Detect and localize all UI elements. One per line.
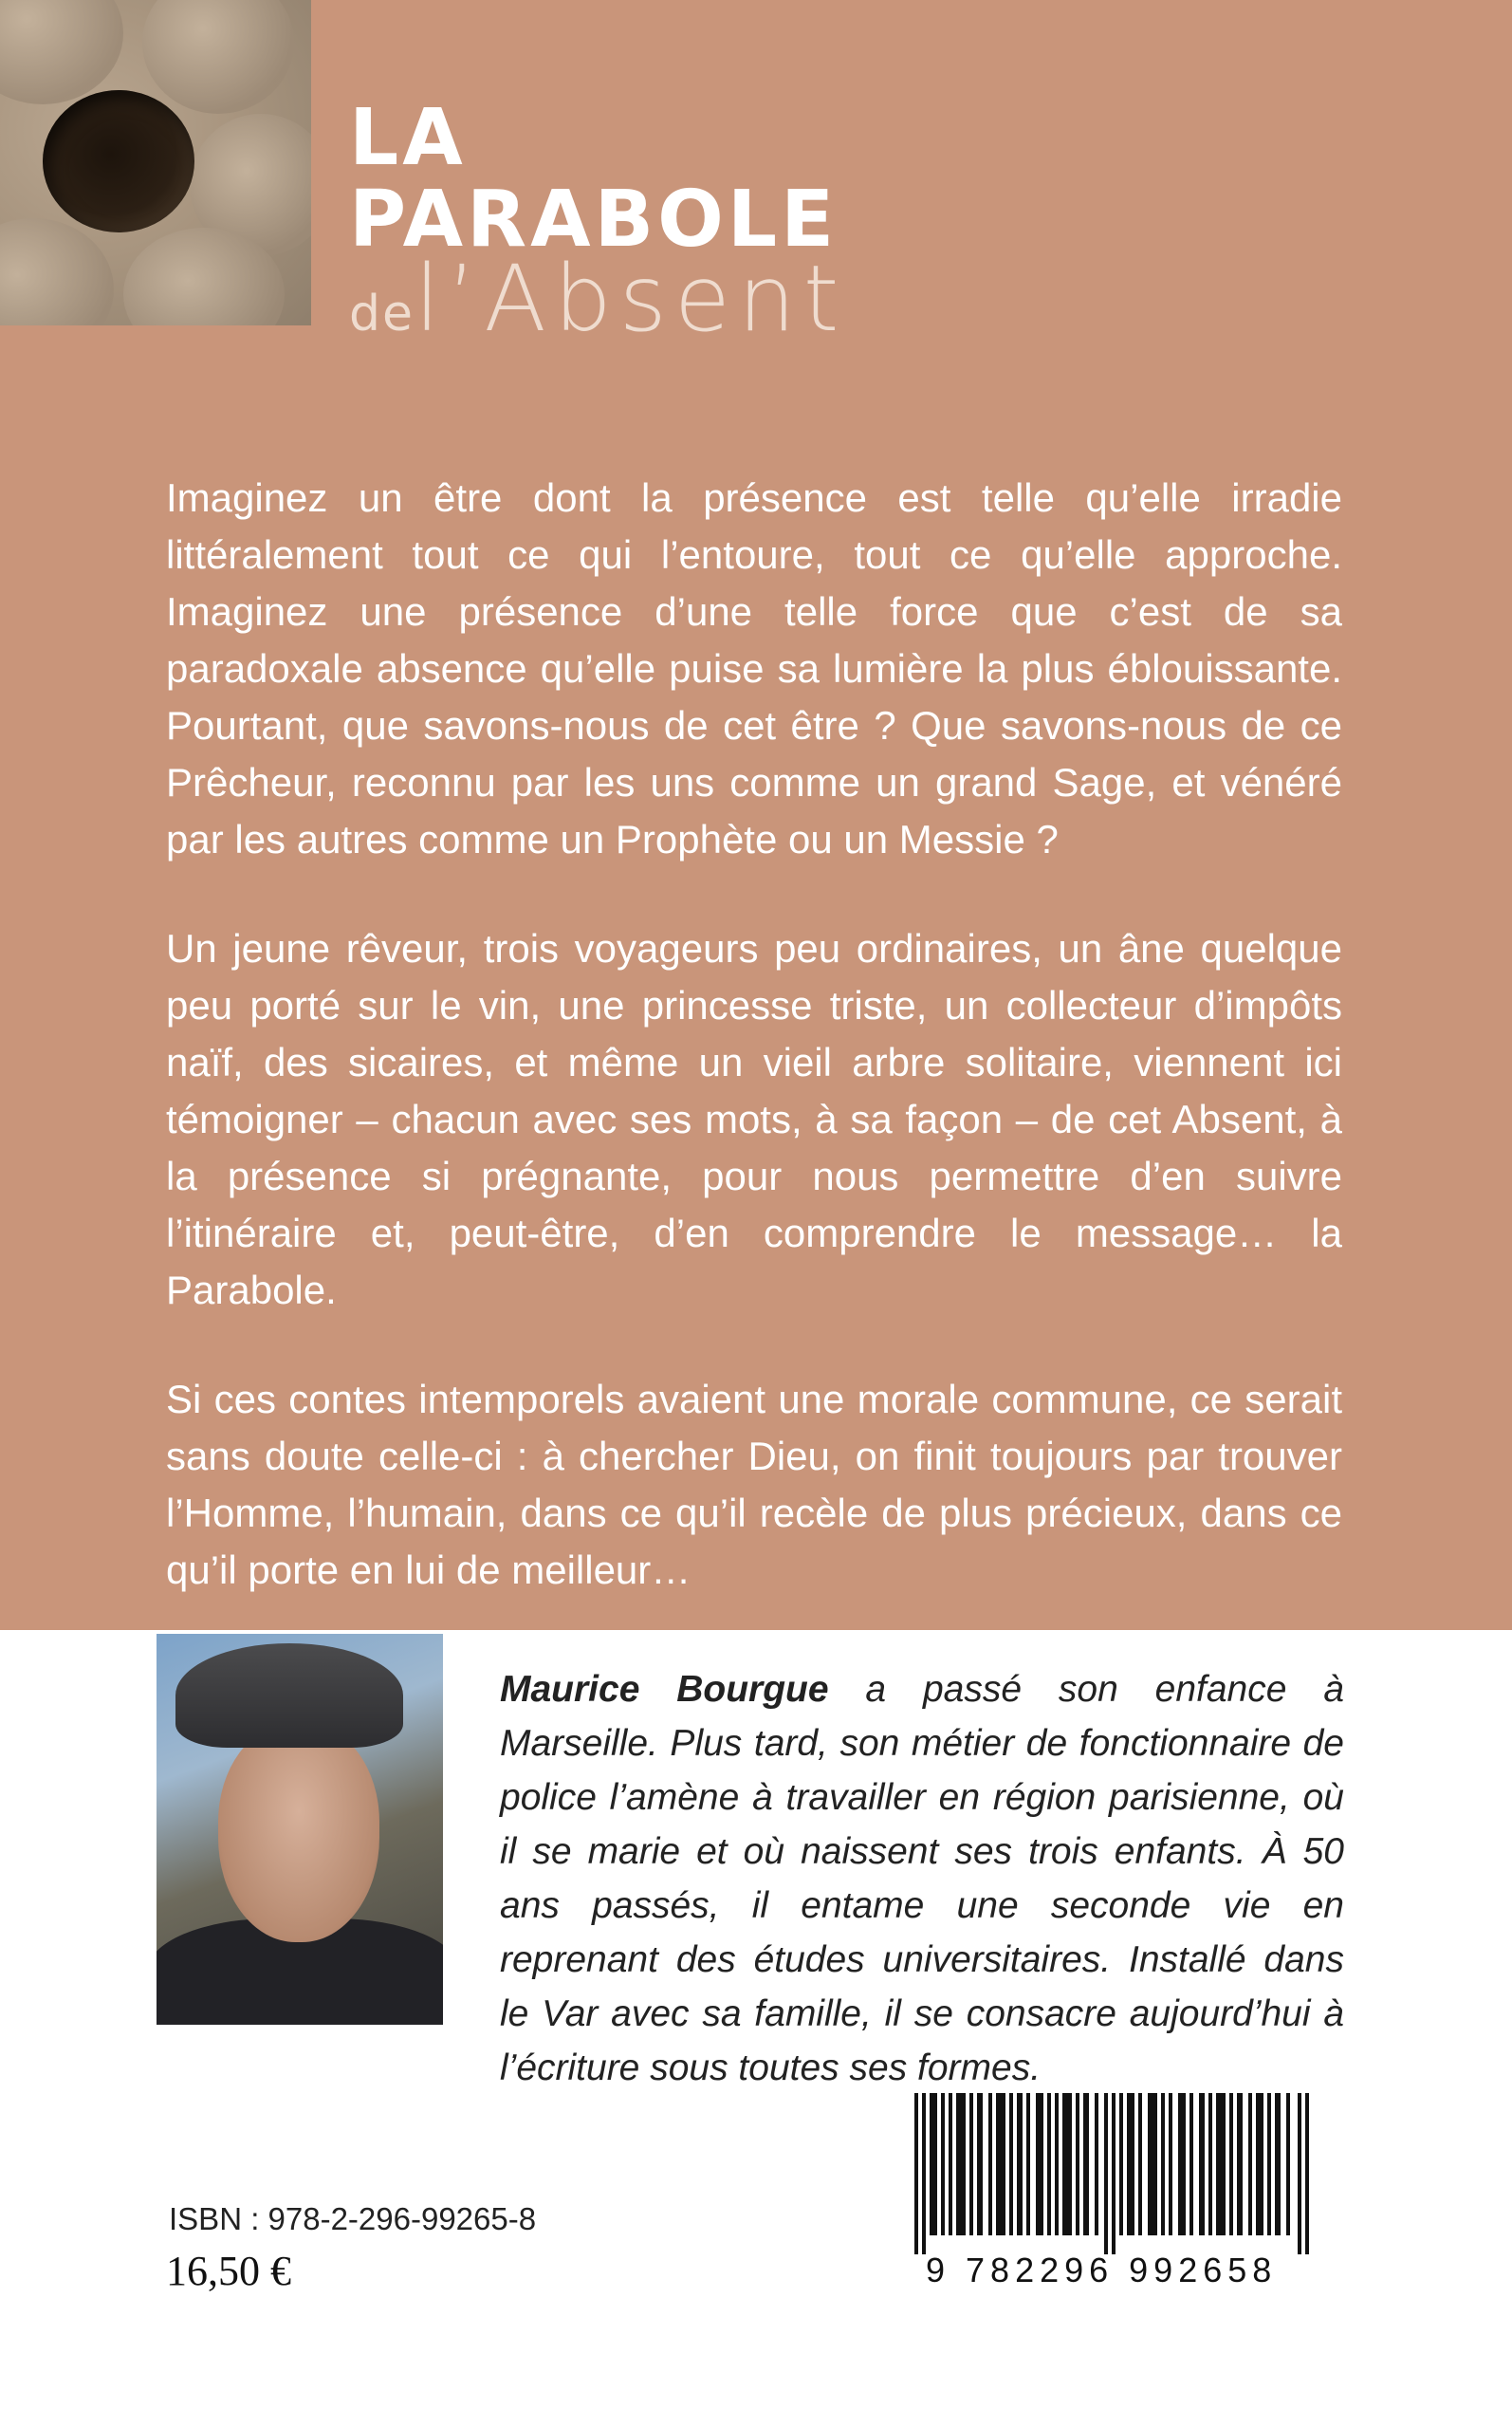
title-absent: l’Absent: [415, 246, 847, 352]
author-bio: [500, 1662, 1344, 2095]
title-line-2: PARABOLE: [349, 175, 839, 265]
blurb-paragraph: Imaginez un être dont la présence est telle qu’elle irradie littéralement tout ce qui l’entoure, tout ce qu’elle approche. Imaginez une présence d’une telle force que c’est de sa paradoxale absence qu’elle puise sa lumière la plus éblouissante. Pourtant, que savons-nous de cet être ? Que savons-nous de ce Prêcheur, reconnu par les uns comme un grand Sage, et vénéré par les autres comme un Prophète ou un Messie ?: [166, 475, 1342, 862]
author-name: Maurice Bourgue: [500, 1669, 829, 1710]
blurb-paragraph: Si ces contes intemporels avaient une morale commune, ce serait sans doute celle-ci : à chercher Dieu, on finit toujours par trouver l’Homme, l’humain, dans ce qu’il recèle de plus précieux, dans ce qu’il porte en lui de meilleur…: [166, 1377, 1342, 1592]
barcode-digits: 9 782296 992658: [926, 2251, 1278, 2289]
isbn-label: ISBN : 978-2-296-99265-8: [169, 2201, 537, 2236]
book-title: [349, 93, 847, 352]
back-cover-blurb: [166, 470, 1342, 1651]
title-line-3: [349, 246, 847, 352]
author-bio-text: a passé son enfance à Marseille. Plus tard, son métier de fonctionnaire de police l’amène à travailler en région parisienne, où il se marie et où naissent ses trois enfants. À 50 ans passés, il entame une seconde vie en reprenant des études universitaires. Installé dans le Var avec sa famille, il se consacre aujourd’hui à l’écriture sous toutes ses formes.: [500, 1669, 1344, 2088]
blurb-paragraph: Un jeune rêveur, trois voyageurs peu ordinaires, un âne quelque peu porté sur le vin, une princesse triste, un collecteur d’impôts naïf, des sicaires, et même un vieil arbre solitaire, viennent ici témoigner – chacun avec ses mots, à sa façon – de cet Absent, à la présence si prégnante, pour nous permettre d’en suivre l’itinéraire et, peut-être, d’en comprendre le message… la Parabole.: [166, 926, 1342, 1312]
stone-photo-image: [0, 0, 311, 325]
stone-hole: [43, 90, 194, 232]
author-photo: [157, 1634, 443, 2025]
title-de: de: [349, 286, 415, 343]
barcode-icon: [914, 2093, 1313, 2254]
price-label: 16,50 €: [166, 2248, 291, 2294]
title-line-1: LA: [349, 93, 467, 183]
